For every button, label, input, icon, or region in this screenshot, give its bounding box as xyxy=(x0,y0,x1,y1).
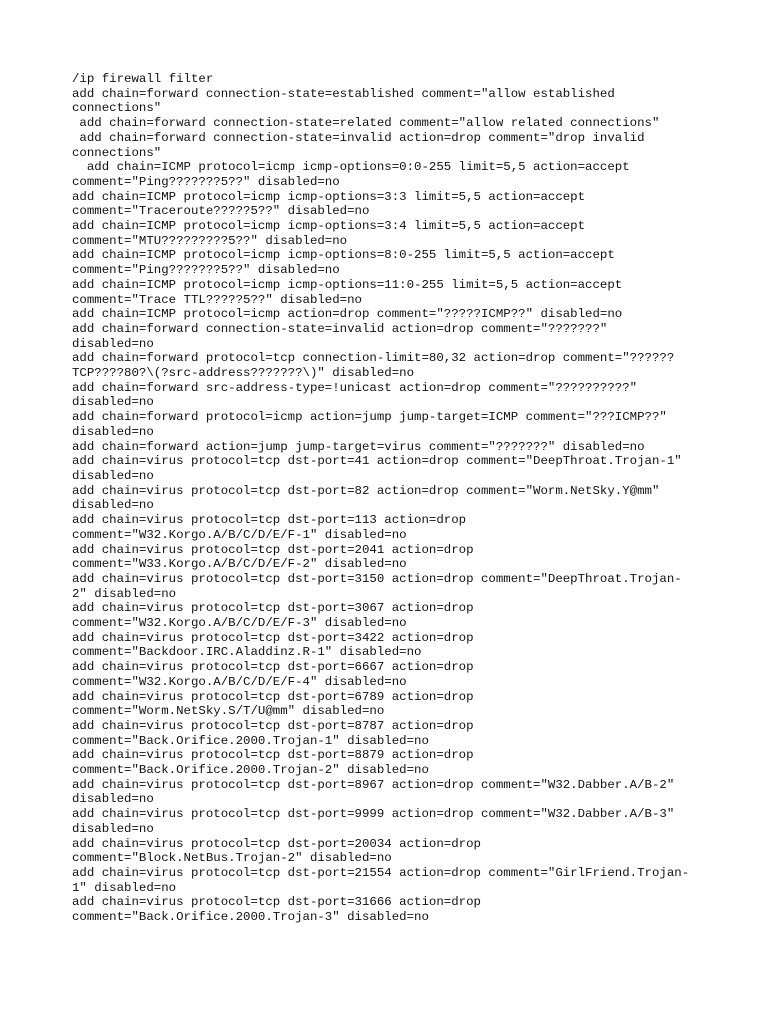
text-line: add chain=ICMP protocol=icmp icmp-options=3:4 limit=5,5 action=accept xyxy=(72,219,586,234)
text-line: add chain=forward connection-state=invalid action=drop comment="???????" xyxy=(72,321,608,336)
text-line: add chain=forward connection-state=invalid action=drop comment="drop invalid xyxy=(72,130,645,145)
text-line: add chain=virus protocol=tcp dst-port=3422 action=drop xyxy=(72,630,474,645)
text-line: add chain=forward connection-state=related comment="allow related connections" xyxy=(72,116,660,131)
text-line: add chain=ICMP protocol=icmp icmp-options=8:0-255 limit=5,5 action=accept xyxy=(72,248,615,263)
text-line: add chain=virus protocol=tcp dst-port=2041 action=drop xyxy=(72,542,474,557)
text-line: comment="Back.Orifice.2000.Trojan-2" disabled=no xyxy=(72,763,429,778)
text-line: add chain=forward protocol=tcp connection-limit=80,32 action=drop comment="?????? xyxy=(72,351,675,366)
text-line: add chain=virus protocol=tcp dst-port=20034 action=drop xyxy=(72,836,481,851)
text-line: comment="Backdoor.IRC.Aladdinz.R-1" disabled=no xyxy=(72,645,422,660)
text-line: disabled=no xyxy=(72,792,154,807)
text-line: comment="Back.Orifice.2000.Trojan-1" disabled=no xyxy=(72,733,429,748)
text-line: comment="Trace TTL?????5??" disabled=no xyxy=(72,292,362,307)
text-line: connections" xyxy=(72,101,162,116)
text-line: disabled=no xyxy=(72,424,154,439)
text-line: disabled=no xyxy=(72,336,154,351)
text-line: comment="Block.NetBus.Trojan-2" disabled=no xyxy=(72,851,392,866)
text-line: add chain=virus protocol=tcp dst-port=21554 action=drop comment="GirlFriend.Trojan- xyxy=(72,865,690,880)
text-line: disabled=no xyxy=(72,498,154,513)
text-line: comment="W32.Korgo.A/B/C/D/E/F-1" disabled=no xyxy=(72,527,407,542)
text-line: comment="Traceroute?????5??" disabled=no xyxy=(72,204,370,219)
text-line: add chain=virus protocol=tcp dst-port=113 action=drop xyxy=(72,513,467,528)
text-line: add chain=virus protocol=tcp dst-port=8967 action=drop comment="W32.Dabber.A/B-2" xyxy=(72,777,675,792)
text-line: add chain=virus protocol=tcp dst-port=6667 action=drop xyxy=(72,660,474,675)
text-line: add chain=virus protocol=tcp dst-port=8787 action=drop xyxy=(72,718,474,733)
text-line: comment="Back.Orifice.2000.Trojan-3" disabled=no xyxy=(72,910,429,925)
text-line: add chain=virus protocol=tcp dst-port=9999 action=drop comment="W32.Dabber.A/B-3" xyxy=(72,807,675,822)
text-line: add chain=ICMP protocol=icmp icmp-options=0:0-255 limit=5,5 action=accept xyxy=(72,160,630,175)
text-line: add chain=virus protocol=tcp dst-port=41 action=drop comment="DeepThroat.Trojan-1" xyxy=(72,454,682,469)
text-line: add chain=ICMP protocol=icmp action=drop comment="?????ICMP??" disabled=no xyxy=(72,307,623,322)
text-line: add chain=ICMP protocol=icmp icmp-options=11:0-255 limit=5,5 action=accept xyxy=(72,277,623,292)
text-line: add chain=virus protocol=tcp dst-port=82 action=drop comment="Worm.NetSky.Y@mm" xyxy=(72,483,660,498)
text-line: add chain=virus protocol=tcp dst-port=8879 action=drop xyxy=(72,748,474,763)
text-line: add chain=virus protocol=tcp dst-port=6789 action=drop xyxy=(72,689,474,704)
text-line: 1" disabled=no xyxy=(72,880,177,895)
text-line: disabled=no xyxy=(72,395,154,410)
text-line: add chain=virus protocol=tcp dst-port=3067 action=drop xyxy=(72,601,474,616)
text-line: comment="W33.Korgo.A/B/C/D/E/F-2" disabled=no xyxy=(72,557,407,572)
text-line: add chain=forward action=jump jump-target=virus comment="???????" disabled=no xyxy=(72,439,645,454)
text-line: add chain=virus protocol=tcp dst-port=31666 action=drop xyxy=(72,895,481,910)
text-line: add chain=forward src-address-type=!unicast action=drop comment="??????????" xyxy=(72,380,638,395)
text-line: comment="Worm.NetSky.S/T/U@mm" disabled=no xyxy=(72,704,385,719)
text-line: disabled=no xyxy=(72,821,154,836)
text-line: comment="W32.Korgo.A/B/C/D/E/F-3" disabled=no xyxy=(72,616,407,631)
text-line: disabled=no xyxy=(72,468,154,483)
text-line: add chain=virus protocol=tcp dst-port=3150 action=drop comment="DeepThroat.Trojan- xyxy=(72,571,682,586)
text-line: 2" disabled=no xyxy=(72,586,177,601)
text-line: /ip firewall filter xyxy=(72,72,214,86)
text-line: add chain=ICMP protocol=icmp icmp-options=3:3 limit=5,5 action=accept xyxy=(72,189,586,204)
text-line: comment="Ping???????5??" disabled=no xyxy=(72,174,340,189)
text-line: comment="Ping???????5??" disabled=no xyxy=(72,263,340,278)
document-page xyxy=(72,72,712,925)
text-line: add chain=forward protocol=icmp action=jump jump-target=ICMP comment="???ICMP??" xyxy=(72,410,667,425)
text-line: connections" xyxy=(72,145,162,160)
text-line: add chain=forward connection-state=established comment="allow established xyxy=(72,86,615,101)
text-line: comment="W32.Korgo.A/B/C/D/E/F-4" disabled=no xyxy=(72,674,407,689)
text-line: TCP????80?\(?src-address???????\)" disabled=no xyxy=(72,366,415,381)
text-line: comment="MTU?????????5??" disabled=no xyxy=(72,233,348,248)
